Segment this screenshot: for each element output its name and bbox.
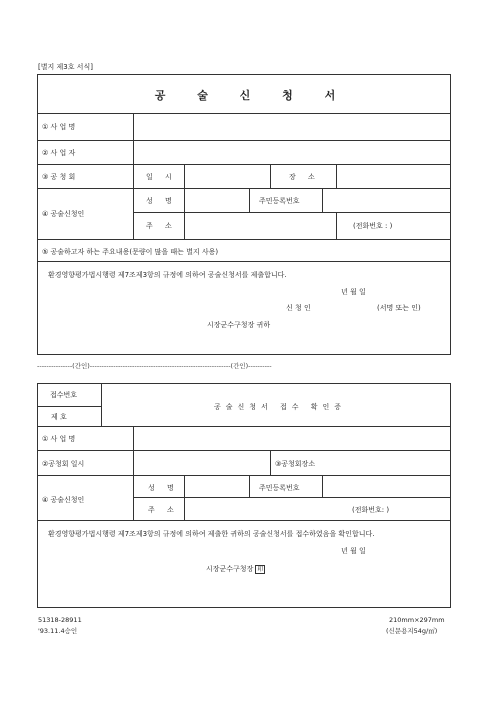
receipt-resident-number-label: 주민등록번호 <box>259 484 300 492</box>
signature-note: (서명 또는 인) <box>377 304 421 312</box>
receipt-name-label: 성 명 <box>148 484 179 492</box>
applicant-signature-label: 신 청 인 <box>286 304 311 312</box>
application-date: 년 월 일 <box>341 288 366 296</box>
receipt-number-label: 접수번호 <box>50 391 78 399</box>
addressee: 시장군수구청장 귀하 <box>207 321 271 329</box>
receipt-date: 년 월 일 <box>341 547 366 555</box>
receipt-confirmation-title: 공술신청서 접수 확인증 <box>214 403 347 411</box>
form-number: [별지 제3호 서식] <box>38 63 93 71</box>
applicant-label: ④ 공술신청인 <box>42 210 85 218</box>
applicant-address-label: 주 소 <box>146 222 177 230</box>
receipt-hearing-place-label: ③공청회장소 <box>275 460 316 468</box>
issuer-label: 시장군수구청장 <box>206 565 254 573</box>
statement-content-label: ⑤ 공술하고자 하는 주요내용(문량이 많을 때는 별지 사용) <box>42 248 219 256</box>
resident-number-label: 주민등록번호 <box>259 197 300 205</box>
business-name-label: ① 사 업 명 <box>42 123 76 131</box>
hearing-label: ③ 공 청 회 <box>42 173 76 181</box>
submission-statement: 환경영향평가법시행령 제7조제3항의 규정에 의하여 공술신청서를 제출합니다. <box>48 271 287 279</box>
receipt-hearing-datetime-label: ②공청회 일시 <box>42 460 85 468</box>
hearing-datetime-label: 일 시 <box>146 173 177 181</box>
paper-size: 210mm×297mm <box>389 616 445 624</box>
receipt-business-name-label: ① 사 업 명 <box>42 435 76 443</box>
receipt-applicant-label: ④ 공술신청인 <box>42 496 85 504</box>
page-title: 공 술 신 청 서 <box>154 89 350 102</box>
paper-type: (신문용지54g/㎡) <box>386 627 438 635</box>
receipt-form <box>37 383 451 608</box>
applicant-name-label: 성 명 <box>146 197 177 205</box>
operator-label: ② 사 업 자 <box>42 149 76 157</box>
receipt-phone-label: (전화번호: ) <box>352 506 390 514</box>
receipt-statement: 환경영향평가법시행령 제7조제3항의 규정에 의하여 제출한 귀하의 공술신청서를 접수하였음을 확인합니다. <box>48 530 375 538</box>
receipt-no-field: 제 호 <box>51 413 67 421</box>
form-code: 51318-28911 <box>38 616 82 624</box>
receipt-address-label: 주 소 <box>148 506 179 514</box>
receipt-issuer <box>206 564 265 574</box>
perforation-line: ---------------(간인)------------------------------------------------------------(간인)---------- <box>37 362 272 370</box>
approval-date: '93.11.4승인 <box>38 627 78 635</box>
seal-stamp: 印 <box>257 566 264 573</box>
hearing-place-label: 장 소 <box>289 173 320 181</box>
phone-label: (전화번호 : ) <box>353 222 393 230</box>
